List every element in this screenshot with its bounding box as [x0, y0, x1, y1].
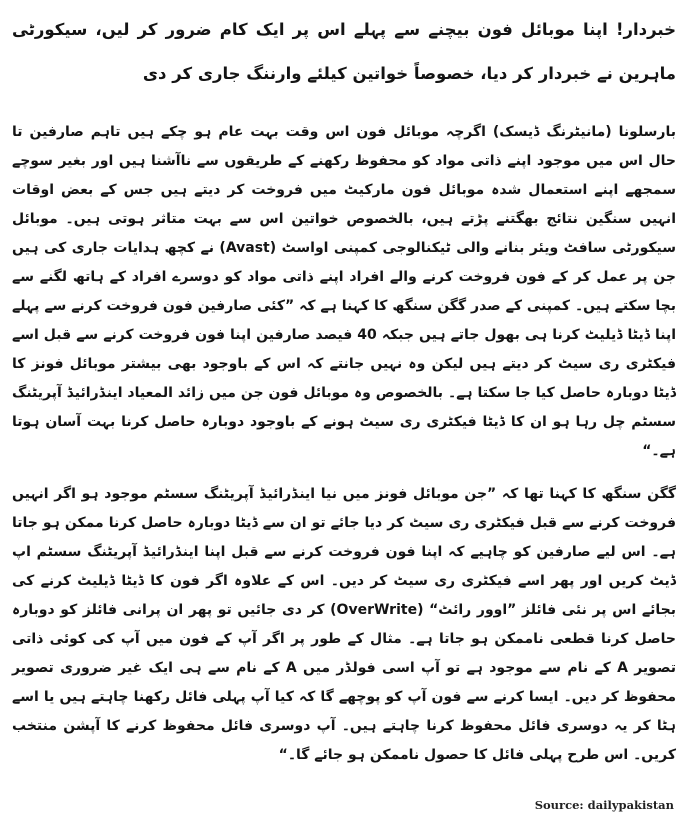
source-credit: Source: dailypakistan [534, 798, 674, 812]
article-paragraph-2: گگن سنگھ کا کہنا تھا کہ ”جن موبائل فونز میں نیا اینڈرائیڈ آپریٹنگ سسٹم موجود ہو اگر انہیں فروخت کرنے سے قبل فیکٹری ری سیٹ کر دیا جائے تو ان سے ڈیٹا دوبارہ حاصل کرنا ممکن ہو جاتا ہے۔ اس لیے صارفین کو چاہیے کہ اپنا فون فروخت کرنے سے قبل اپنا اینڈرائیڈ آپریٹنگ سسٹم اپ ڈیٹ کریں اور پھر اسے فیکٹری ری سیٹ کر دیں۔ اس کے علاوہ اگر فون کا ڈیٹا ڈیلیٹ کرنے کی بجائے اس پر نئی فائلز ”اوور رائٹ“ (OverWrite) کر دی جائیں تو پھر ان پرانی فائلز کو دوبارہ حاصل کرنا قطعی ناممکن ہو جاتا ہے۔ مثال کے طور پر اگر آپ کے فون میں آپ کی کوئی ذاتی تصویر A کے نام سے موجود ہے تو آپ اسی فولڈر میں A کے نام سے ہی ایک غیر ضروری تصویر محفوظ کر دیں۔ ایسا کرنے سے فون آپ کو پوچھے گا کہ کیا آپ پہلی فائل رکھنا چاہتے ہیں یا اسے ہٹا کر یہ دوسری فائل محفوظ کرنا چاہتے ہیں۔ آپ دوسری فائل محفوظ کرنے کا آپشن منتخب کریں۔ اس طرح پہلی فائل کا حصول ناممکن ہو جائے گا۔“ [12, 486, 677, 763]
article-headline: خبردار! اپنا موبائل فون بیچنے سے پہلے اس پر ایک کام ضرور کر لیں، سیکورٹی ماہرین نے خبردار کر دیا، خصوصاً خواتین کیلئے وارننگ جاری کر دی [12, 20, 676, 83]
article-paragraph-1: بارسلونا (مانیٹرنگ ڈیسک) اگرچہ موبائل فون اس وقت بہت عام ہو چکے ہیں تاہم صارفین تا حال اس میں موجود اپنے ذاتی مواد کو محفوظ رکھنے کے طریقوں سے ناآشنا ہیں اور بغیر سوچے سمجھے اپنے استعمال شدہ موبائل فون مارکیٹ میں فروخت کر دیتے ہیں جس کے بعض اوقات انہیں سنگین نتائج بھگتنے پڑتے ہیں، بالخصوص خواتین اس سے بہت متاثر ہوتی ہیں۔ موبائل سیکورٹی سافٹ ویئر بنانے والی ٹیکنالوجی کمپنی اواسٹ (Avast) نے کچھ ہدایات جاری کی ہیں جن پر عمل کر کے فون فروخت کرنے والے افراد اپنے ذاتی مواد کو دوسرے افراد کے ہاتھ لگنے سے بچا سکتے ہیں۔ کمپنی کے صدر گگن سنگھ کا کہنا ہے کہ ”کئی صارفین فون فروخت کرنے سے پہلے اپنا ڈیٹا ڈیلیٹ کرنا ہی بھول جاتے ہیں جبکہ 40 فیصد صارفین اپنا فون فروخت کرنے سے قبل اسے فیکٹری ری سیٹ کر دیتے ہیں لیکن وہ نہیں جانتے کہ اس کے باوجود بھی بیشتر موبائل فونز کا ڈیٹا دوبارہ حاصل کیا جا سکتا ہے۔ بالخصوص وہ موبائل فون جن میں زائد المعیاد اینڈرائیڈ آپریٹنگ سسٹم چل رہا ہو ان کا ڈیٹا فیکٹری ری سیٹ ہونے کے باوجود دوبارہ حاصل کرنا بہت آسان ہوتا ہے۔“ [12, 124, 676, 459]
article [12, 8, 676, 784]
